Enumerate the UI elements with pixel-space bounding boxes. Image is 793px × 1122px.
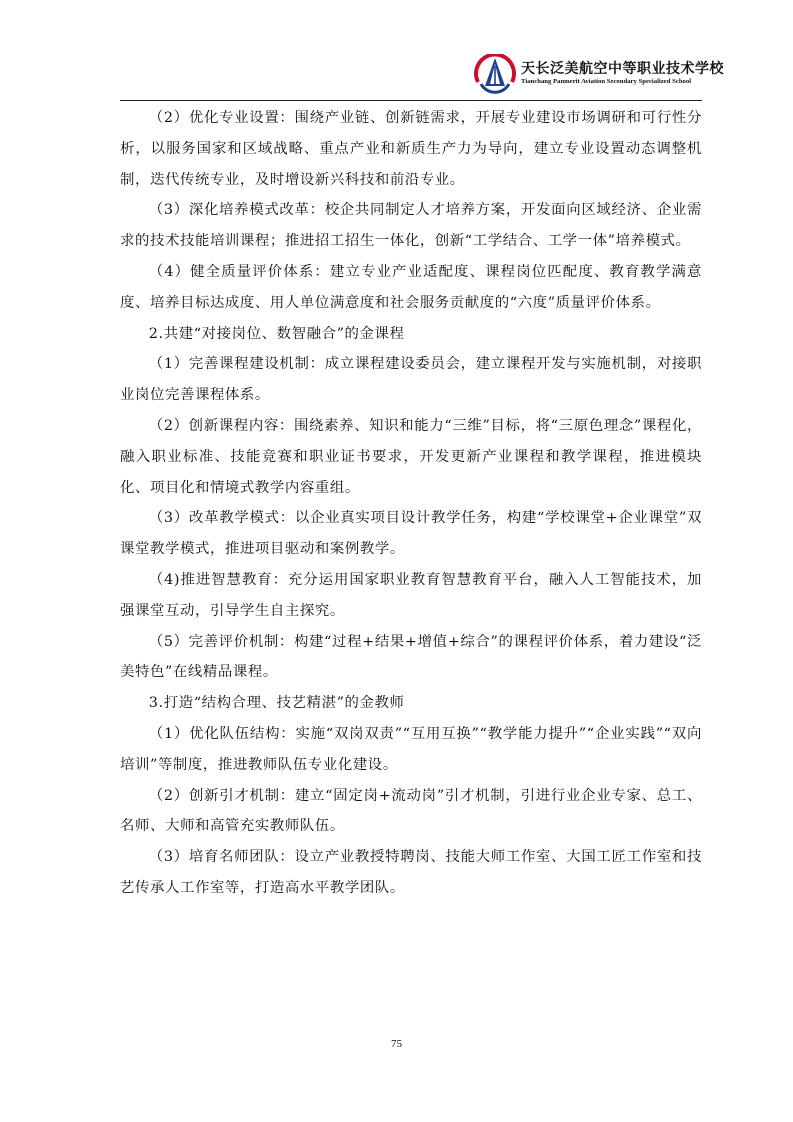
section-heading: 3.打造“结构合理、技艺精湛”的金教师 (148, 695, 405, 712)
paragraph: （3）深化培养模式改革：校企共同制定人才培养方案，开发面向区域经济、企业需求的技术技能培训课程；推进招工招生一体化，创新“工学结合、工学一体”培养模式。 (120, 202, 702, 250)
paragraph: （4)推进智慧教育：充分运用国家职业教育智慧教育平台，融入人工智能技术，加强课堂互动，引导学生自主探究。 (120, 571, 702, 619)
paragraph: （1）完善课程建设机制：成立课程建设委员会，建立课程开发与实施机制，对接职业岗位完善课程体系。 (120, 356, 702, 404)
school-name-cn: 天长泛美航空中等职业技术学校 (521, 61, 724, 77)
paragraph: （3）培育名师团队：设立产业教授特聘岗、技能大师工作室、大国工匠工作室和技艺传承人工作室等，打造高水平教学团队。 (120, 849, 702, 896)
section-heading: 2.共建“对接岗位、数智融合”的金课程 (148, 325, 405, 342)
paragraph: （4）健全质量评价体系：建立专业产业适配度、课程岗位匹配度、教育教学满意度、培养目标达成度、用人单位满意度和社会服务贡献度的“六度”质量评价体系。 (120, 263, 702, 311)
page-number: 75 (391, 1038, 402, 1050)
paragraph: （2）创新引才机制：建立“固定岗+流动岗”引才机制，引进行业企业专家、总工、名师、大师和高管充实教师队伍。 (120, 787, 702, 835)
paragraph: （2）创新课程内容：围绕素养、知识和能力“三维”目标，将“三原色理念”课程化，融入职业标准、技能竞赛和职业证书要求，开发更新产业课程和教学课程，推进模块化、项目化和情境式教学内容重组。 (120, 417, 702, 496)
paragraph: （1）优化队伍结构：实施“双岗双责”“互用互换”“教学能力提升”“企业实践”“双向培训”等制度，推进教师队伍专业化建设。 (120, 725, 702, 773)
paragraph: （3）改革教学模式：以企业真实项目设计教学任务，构建“学校课堂+企业课堂”双课堂教学模式，推进项目驱动和案例教学。 (120, 510, 702, 558)
body-text (120, 103, 702, 904)
page-header (120, 52, 724, 101)
school-name-en: Tianchang Panmerit Aviation Secondary Specialized School (521, 78, 692, 85)
paragraph: （2）优化专业设置：围绕产业链、创新链需求，开展专业建设市场调研和可行性分析，以服务国家和区域战略、重点产业和新质生产力为导向，建立专业设置动态调整机制，迭代传统专业，及时增设新兴科技和前沿专业。 (120, 110, 702, 188)
paragraph: （5）完善评价机制：构建“过程+结果+增值+综合”的课程评价体系，着力建设“泛美特色”在线精品课程。 (120, 633, 702, 681)
school-logo-icon (472, 54, 518, 94)
